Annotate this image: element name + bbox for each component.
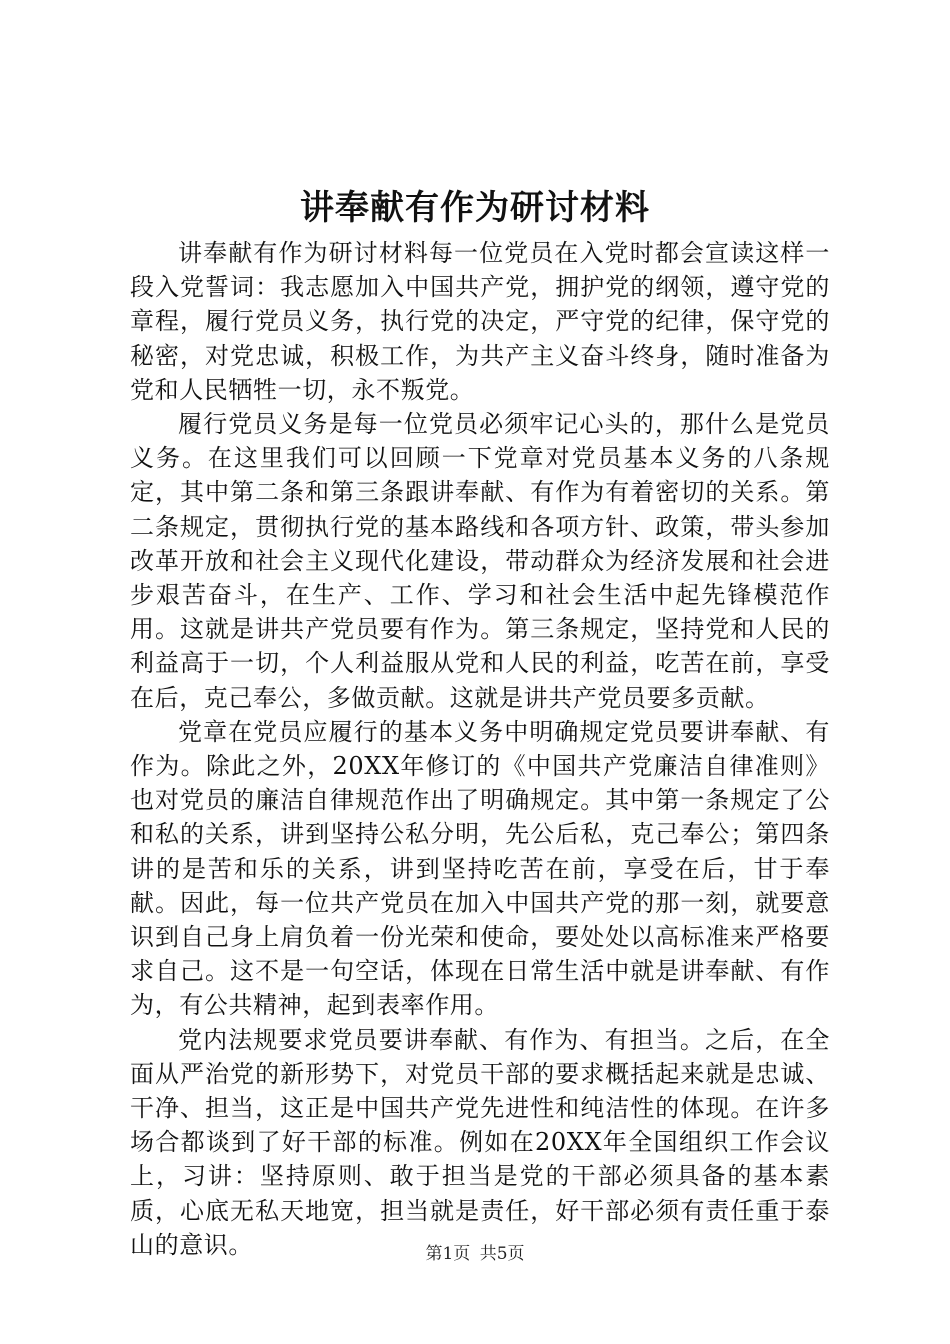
paragraph-2: 履行党员义务是每一位党员必须牢记心头的，那什么是党员义务。在这里我们可以回顾一下党章对党员基本义务的八条规定，其中第二条和第三条跟讲奉献、有作为有着密切的关系。第二条规定，贯彻执行党的基本路线和各项方针、政策，带头参加改革开放和社会主义现代化建设，带动群众为经济发展和社会进步艰苦奋斗，在生产、工作、学习和社会生活中起先锋模范作用。这就是讲共产党员要有作为。第三条规定，坚持党和人民的利益高于一切，个人利益服从党和人民的利益，吃苦在前，享受在后，克己奉公，多做贡献。这就是讲共产党员要多贡献。: [130, 410, 830, 712]
page-number: 第1页: [425, 1244, 471, 1264]
paragraph-3: 党章在党员应履行的基本义务中明确规定党员要讲奉献、有作为。除此之外，20XX年修订的《中国共产党廉洁自律准则》也对党员的廉洁自律规范作出了明确规定。其中第一条规定了公和私的关系，讲到坚持公私分明，先公后私，克己奉公；第四条讲的是苦和乐的关系，讲到坚持吃苦在前，享受在后，甘于奉献。因此，每一位共产党员在加入中国共产党的那一刻，就要意识到自己身上肩负着一份光荣和使命，要处处以高标准来严格要求自己。这不是一句空话，体现在日常生活中就是讲奉献、有作为，有公共精神，起到表率作用。: [130, 717, 830, 1020]
page-title: 讲奉献有作为研讨材料: [300, 188, 650, 228]
document-body: [130, 236, 830, 1262]
page-total: 共5页: [479, 1244, 525, 1264]
paragraph-1: 讲奉献有作为研讨材料每一位党员在入党时都会宣读这样一段入党誓词：我志愿加入中国共产党，拥护党的纲领，遵守党的章程，履行党员义务，执行党的决定，严守党的纪律，保守党的秘密，对党忠诚，积极工作，为共产主义奋斗终身，随时准备为党和人民牺牲一切，永不叛党。: [130, 239, 830, 404]
paragraph-4: 党内法规要求党员要讲奉献、有作为、有担当。之后，在全面从严治党的新形势下，对党员干部的要求概括起来就是忠诚、干净、担当，这正是中国共产党先进性和纯洁性的体现。在许多场合都谈到了好干部的标准。例如在20XX年全国组织工作会议上，习讲：坚持原则、敢于担当是党的干部必须具备的基本素质，心底无私天地宽，担当就是责任，好干部必须有责任重于泰山的意识。: [130, 1025, 830, 1259]
page-footer: [0, 1242, 950, 1266]
